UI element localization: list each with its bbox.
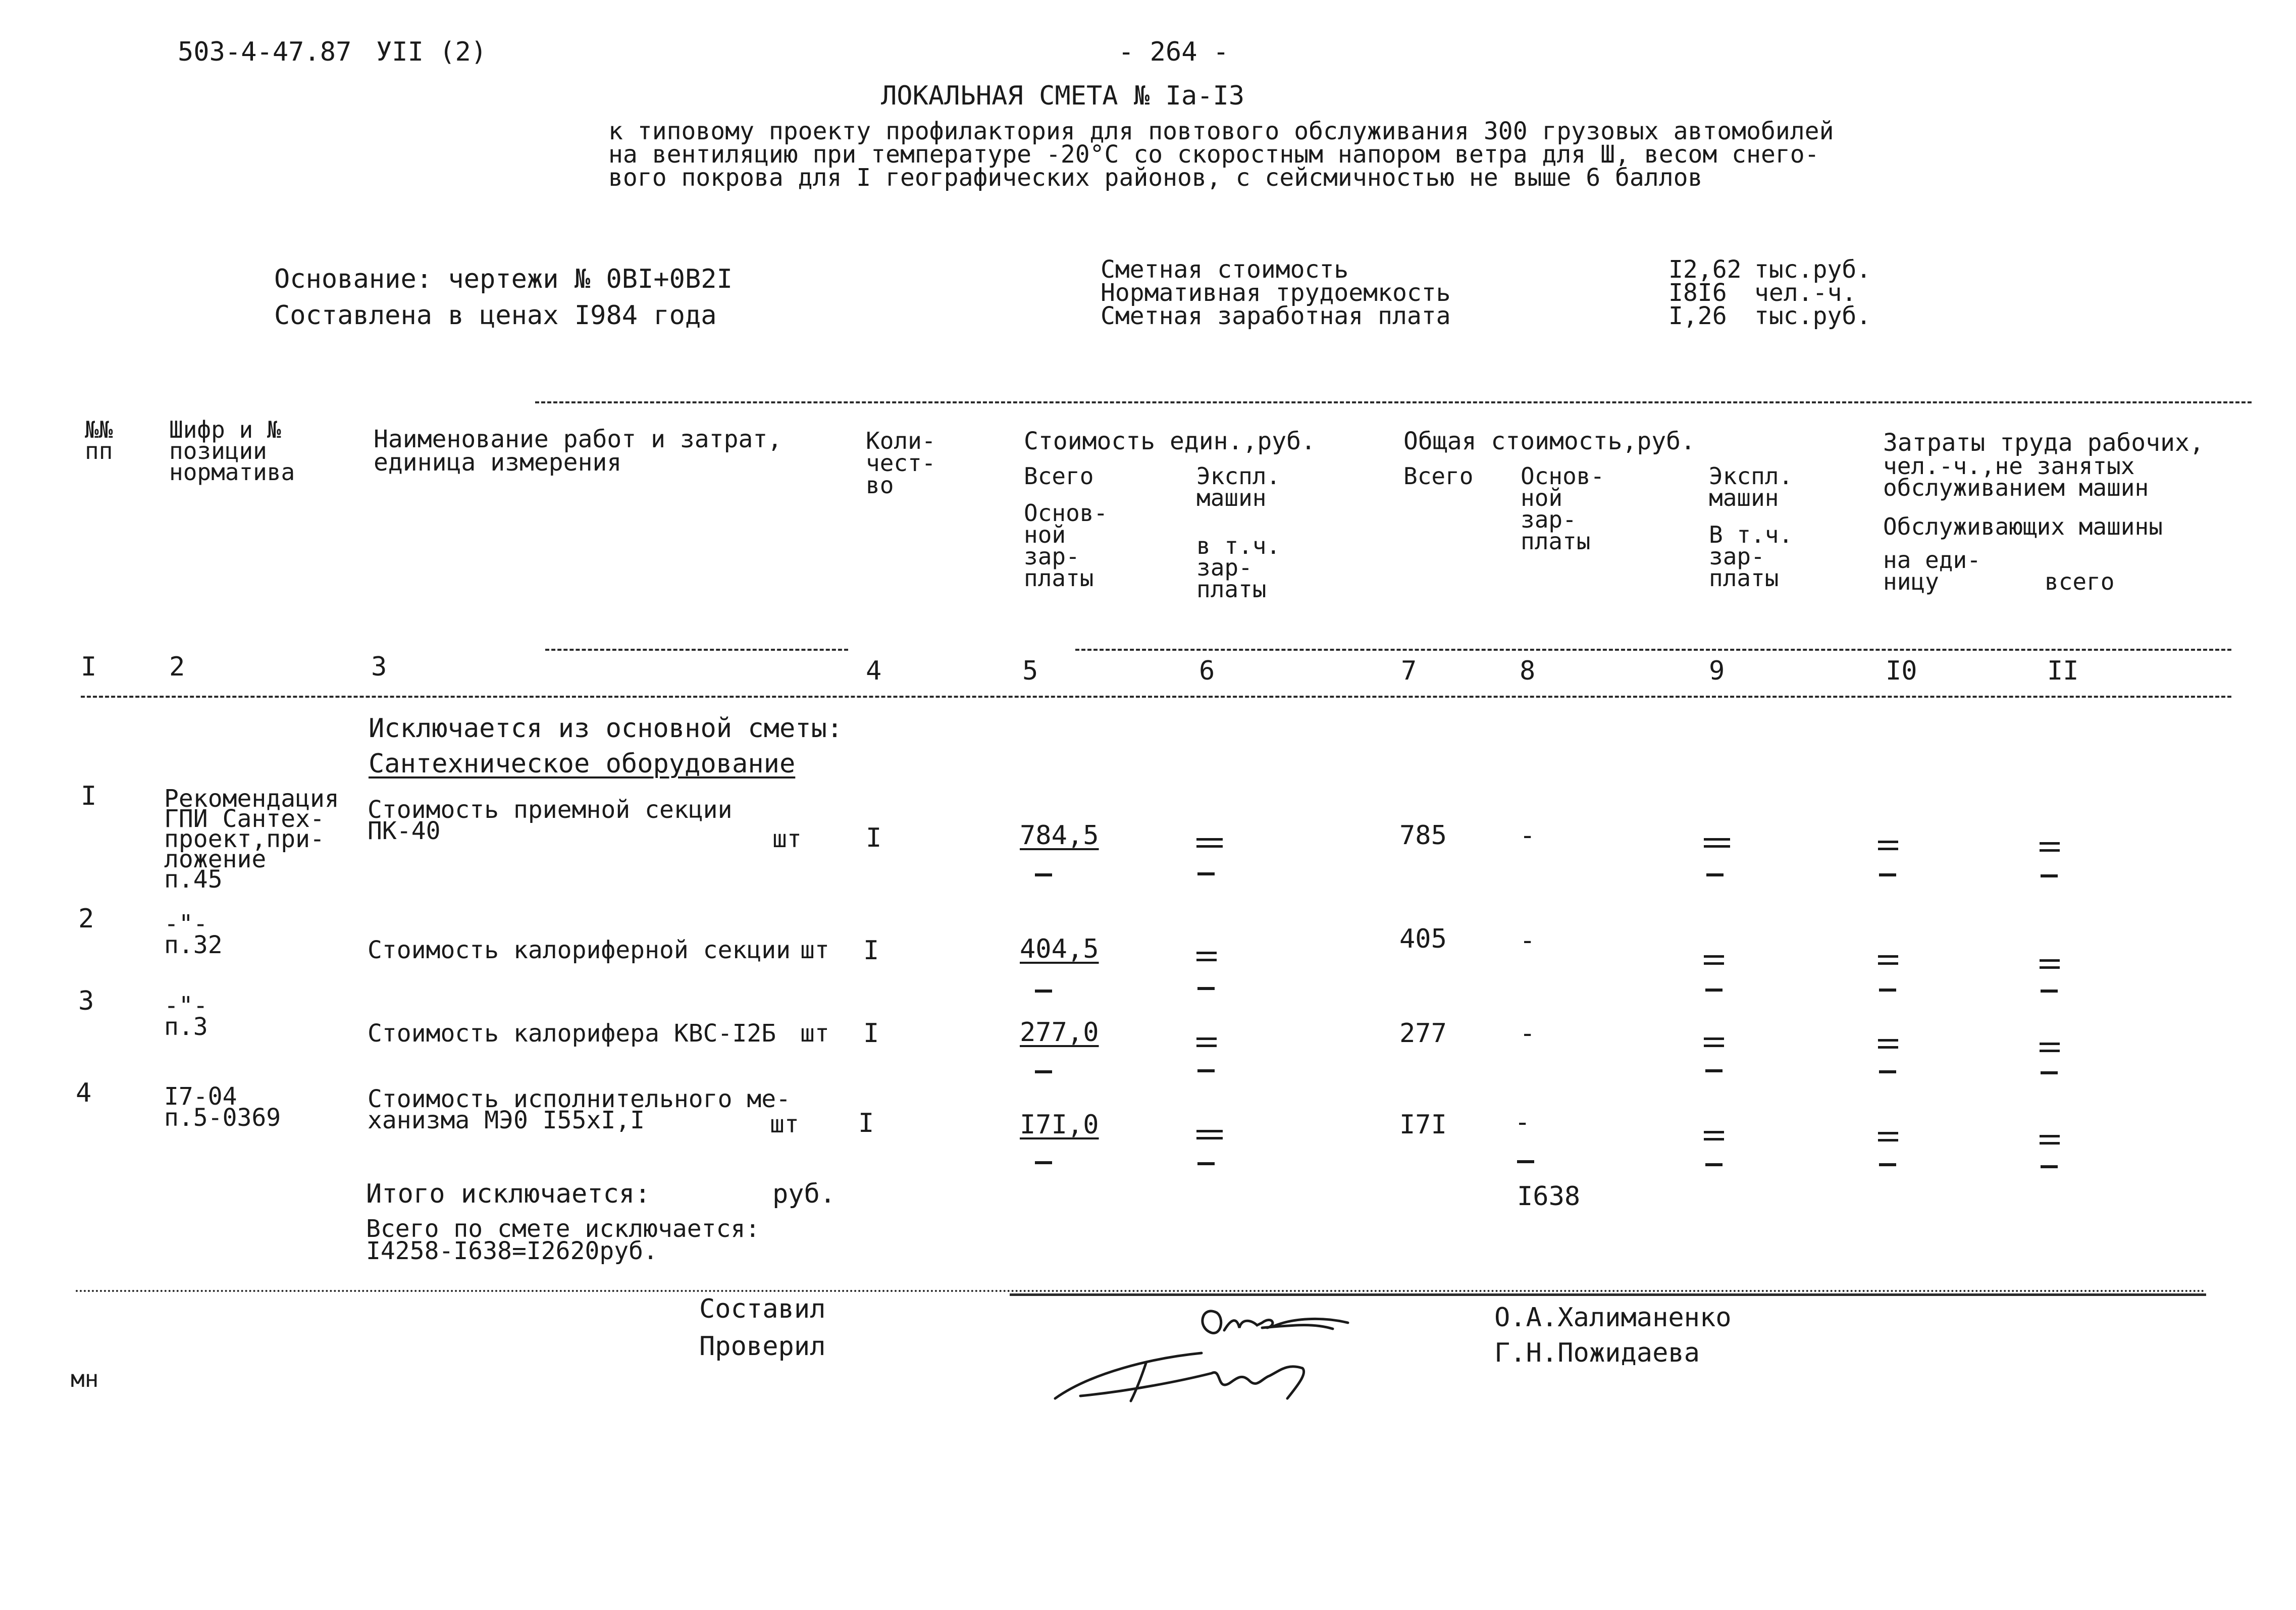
row1-unit: шт [772, 825, 802, 853]
row1-qty: I [866, 823, 882, 853]
header-total-cost: Общая стоимость,руб. [1403, 427, 1695, 455]
table-top-rule [535, 401, 2252, 403]
column-number-10: I0 [1886, 656, 1917, 686]
summary-value-cost: I2,62 [1668, 255, 1742, 284]
header-labor-2: чел.-ч.,не занятых [1883, 452, 2135, 480]
prices-year: Составлена в ценах I984 года [274, 300, 717, 331]
header-total-all: Всего [1403, 462, 1474, 490]
column-number-2: 2 [169, 652, 185, 682]
row1-labor-unit-dash-2 [1879, 873, 1896, 876]
handwritten-signatures [1050, 1297, 1363, 1419]
header-total-mach-2: машин [1709, 484, 1779, 511]
summary-unit-cost: тыс.руб. [1754, 255, 1871, 284]
header-col1-line2: пп [85, 437, 113, 464]
row2-unit-price: 404,5 [1020, 934, 1099, 964]
row2-mach-wage-dash [1197, 987, 1215, 990]
row2-number: 2 [78, 904, 94, 934]
summary-value-labor: I8I6 [1668, 279, 1727, 307]
row4-total-mach-wage-dash [1705, 1163, 1723, 1166]
row3-mach-wage-dash [1197, 1069, 1215, 1072]
column-number-3: 3 [371, 652, 387, 682]
row1-code-2: ГПИ Сантех- [164, 805, 325, 833]
header-total-mach-wage-1: В т.ч. [1709, 521, 1793, 548]
row2-qty: I [863, 936, 879, 966]
project-code: 503-4-47.87 [178, 37, 352, 67]
row4-number: 4 [76, 1078, 92, 1108]
table-bottom-rule-right [1010, 1293, 2206, 1296]
header-labor-3: обслуживанием машин [1883, 474, 2149, 501]
row1-name-2: ПК-40 [368, 817, 441, 845]
header-unit-mach-wage-3: платы [1196, 576, 1267, 603]
header-total-mach-wage-3: платы [1709, 564, 1779, 592]
row1-total-mach-wage-dash [1706, 873, 1724, 876]
row3-labor-total-dash-2 [2041, 1071, 2058, 1074]
row4-labor-unit-dash-2 [1879, 1163, 1896, 1166]
album-number: УІІ (2) [376, 37, 487, 67]
column-number-11: II [2047, 656, 2079, 686]
subtitle-line-3: вого покрова для I географических районов, с сейсмичностью не выше 6 баллов [608, 164, 1703, 192]
subtotal-label: Итого исключается: [366, 1179, 651, 1209]
row3-total-wage: - [1520, 1018, 1536, 1049]
header-unit-base-3: зар- [1024, 543, 1080, 570]
row3-total-mach-wage-dash [1705, 1069, 1723, 1072]
row4-labor-total-dash-2 [2041, 1165, 2058, 1168]
header-col2-line3: норматива [169, 458, 295, 486]
section-title: Сантехническое оборудование [369, 749, 796, 779]
page-number: - 264 - [1118, 37, 1229, 67]
column-number-7: 7 [1401, 656, 1417, 686]
header-unit-base-1: Основ- [1024, 499, 1108, 527]
checked-name: Г.Н.Пожидаева [1494, 1338, 1700, 1368]
row2-total: 405 [1399, 924, 1447, 954]
header-rule-left [545, 649, 848, 651]
excluded-title: Исключается из основной сметы: [369, 713, 843, 744]
row3-number: 3 [78, 986, 94, 1016]
subtotal-value: I638 [1517, 1181, 1581, 1212]
row4-code-2: п.5-0369 [164, 1104, 281, 1132]
basis-drawings: Основание: чертежи № 0BI+0B2I [274, 264, 733, 294]
summary-unit-wage: тыс.руб. [1754, 302, 1871, 330]
subtitle-line-1: к типовому проекту профилактория для повтового обслуживания 300 грузовых автомобилей [608, 117, 1834, 145]
row2-labor-unit-dash-2 [1879, 989, 1896, 992]
header-unit-mach-1: Экспл. [1196, 462, 1281, 490]
footer-mark: мн [71, 1365, 99, 1392]
header-unit-mach-wage-1: в т.ч. [1196, 532, 1281, 559]
row2-unit: шт [800, 936, 829, 964]
row4-total: I7I [1399, 1110, 1447, 1140]
header-col4-line1: Коли- [866, 427, 936, 454]
header-unit-mach-2: машин [1196, 484, 1267, 511]
column-number-1: I [81, 652, 97, 682]
header-unit-base-4: платы [1024, 564, 1094, 592]
table-bottom-rule-left [76, 1290, 2206, 1292]
row1-labor-total-dash-2 [2041, 874, 2058, 877]
column-number-9: 9 [1709, 656, 1725, 686]
column-number-4: 4 [866, 656, 882, 686]
header-total-base-1: Основ- [1521, 462, 1605, 490]
row2-total-wage: - [1520, 925, 1536, 956]
header-rule-right [1075, 649, 2231, 651]
header-unit-all: Всего [1024, 462, 1094, 490]
row4-total-wage-dash-2 [1517, 1160, 1534, 1163]
row1-code-1: Рекомендация [164, 785, 339, 813]
row1-total: 785 [1399, 820, 1447, 851]
summary-label-wage: Сметная заработная плата [1101, 302, 1451, 330]
header-total-base-2: ной [1521, 484, 1563, 511]
row1-name-1: Стоимость приемной секции [368, 796, 733, 824]
row4-qty: I [858, 1108, 874, 1138]
header-col3-line2: единица измерения [374, 448, 622, 477]
header-unit-mach-wage-2: зар- [1196, 554, 1253, 581]
composed-name: О.А.Халиманенко [1494, 1303, 1732, 1333]
row4-unit-price: I7I,0 [1020, 1110, 1099, 1140]
row4-code-1: I7-04 [164, 1082, 237, 1111]
column-numbers-rule [81, 696, 2231, 698]
header-col4-line2: чест- [866, 449, 936, 477]
row3-unit-price: 277,0 [1020, 1017, 1099, 1048]
row3-labor-unit-dash-2 [1879, 1070, 1896, 1073]
row3-total: 277 [1399, 1018, 1447, 1049]
header-col3-line1: Наименование работ и затрат, [374, 425, 782, 453]
header-col2-line1: Шифр и № [169, 416, 281, 443]
row2-unit-wage-dash [1035, 990, 1052, 993]
row2-code-2: п.32 [164, 931, 223, 959]
header-col4-line3: во [866, 472, 894, 499]
header-col1-line1: №№ [85, 416, 113, 443]
column-number-6: 6 [1199, 656, 1215, 686]
row3-code-1: -"- [164, 992, 208, 1020]
column-number-5: 5 [1022, 656, 1038, 686]
row1-unit-wage-dash [1035, 873, 1052, 876]
grand-total-label: Всего по смете исключается: [366, 1215, 760, 1243]
summary-label-cost: Сметная стоимость [1101, 255, 1349, 284]
header-col2-line2: позиции [169, 437, 267, 464]
header-labor-total: всего [2045, 568, 2115, 595]
row1-total-wage: - [1520, 820, 1536, 851]
row4-unit-wage-dash [1035, 1161, 1052, 1164]
row3-code-2: п.3 [164, 1013, 208, 1041]
row2-labor-total-dash-2 [2041, 990, 2058, 993]
row2-code-1: -"- [164, 910, 208, 938]
grand-total-formula: I4258-I638=I2620руб. [366, 1237, 658, 1265]
row1-number: I [81, 781, 97, 811]
row4-total-wage: - [1515, 1107, 1531, 1137]
row1-code-4: ложение [164, 845, 267, 873]
header-labor-machines: Обслуживающих машины [1883, 513, 2163, 540]
row1-code-5: п.45 [164, 865, 223, 894]
row3-name-1: Стоимость калорифера КВС-I2Б [368, 1019, 776, 1048]
row3-unit-wage-dash [1035, 1070, 1052, 1073]
checked-label: Проверил [699, 1331, 826, 1362]
row2-name-1: Стоимость калориферной секции [368, 936, 791, 964]
header-total-mach-wage-2: зар- [1709, 543, 1765, 570]
row4-name-2: ханизма МЭ0 I55хI,I [368, 1106, 645, 1134]
summary-value-wage: I,26 [1668, 302, 1727, 330]
summary-label-labor: Нормативная трудоемкость [1101, 279, 1451, 307]
row4-mach-wage-dash [1197, 1162, 1215, 1165]
header-labor-unit-1: на еди- [1883, 546, 1981, 574]
summary-unit-labor: чел.-ч. [1754, 279, 1857, 307]
document-title: ЛОКАЛЬНАЯ СМЕТА № Iа-I3 [881, 81, 1245, 111]
row1-unit-price: 784,5 [1020, 820, 1099, 851]
header-unit-base-2: ной [1024, 521, 1066, 548]
header-total-base-3: зар- [1521, 506, 1577, 533]
subtotal-unit: руб. [772, 1179, 836, 1209]
composed-label: Составил [699, 1294, 826, 1324]
row1-mach-wage-dash [1197, 872, 1215, 875]
header-labor-1: Затраты труда рабочих, [1883, 429, 2204, 457]
header-labor-unit-2: ницу [1883, 568, 1939, 595]
header-unit-cost: Стоимость един.,руб. [1024, 427, 1316, 455]
row2-total-mach-wage-dash [1705, 989, 1723, 992]
row3-unit: шт [800, 1019, 829, 1048]
row4-name-1: Стоимость исполнительного ме- [368, 1085, 791, 1113]
header-total-base-4: платы [1521, 528, 1591, 555]
header-total-mach-1: Экспл. [1709, 462, 1793, 490]
column-number-8: 8 [1520, 656, 1536, 686]
row1-code-3: проект,при- [164, 825, 325, 853]
row3-qty: I [863, 1018, 879, 1049]
subtitle-line-2: на вентиляцию при температуре -20°С со скоростным напором ветра для Ш, весом снего- [608, 140, 1819, 169]
row4-unit: шт [770, 1110, 799, 1138]
